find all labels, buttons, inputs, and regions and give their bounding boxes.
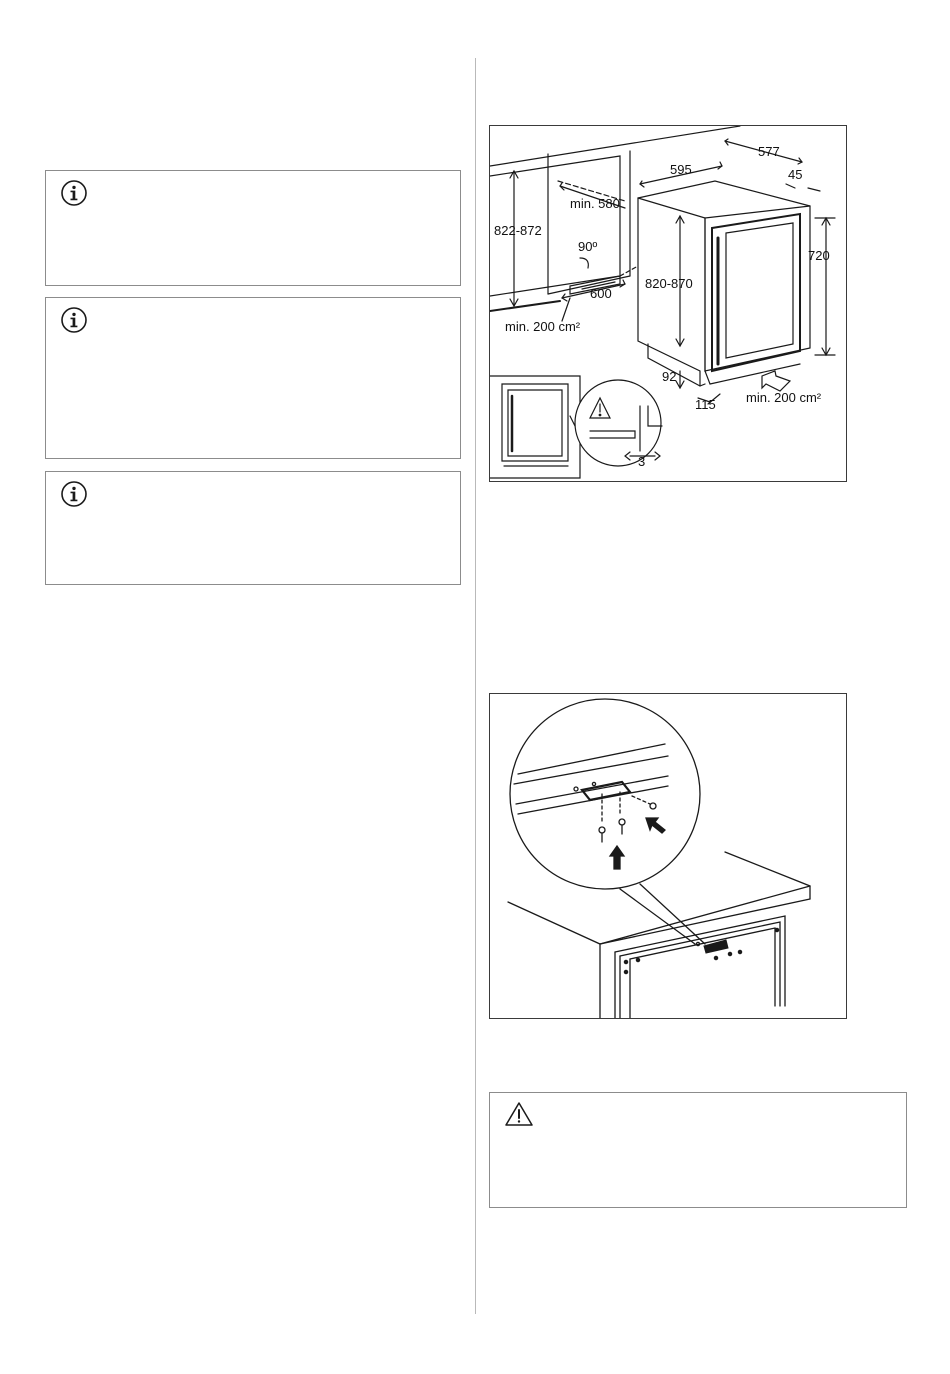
dim-label-595: 595 — [670, 162, 692, 177]
info-note-box — [45, 471, 461, 585]
dim-label-720: 720 — [808, 248, 830, 263]
dim-label-822-872: 822-872 — [494, 223, 542, 238]
dim-label-115: 115 — [695, 397, 716, 412]
warning-triangle-icon — [504, 1101, 534, 1127]
info-icon — [60, 179, 88, 207]
dim-label-45: 45 — [788, 167, 803, 182]
info-note-box — [45, 297, 461, 459]
warning-note-box — [489, 1092, 907, 1208]
installation-dimensions-figure — [489, 125, 847, 482]
dim-label-820-870: 820-870 — [645, 276, 693, 291]
dim-label-3: 3 — [638, 454, 646, 469]
dim-label-vent-left: min. 200 cm² — [505, 319, 581, 334]
info-note-box — [45, 170, 461, 286]
dim-label-vent-right: min. 200 cm² — [746, 390, 822, 405]
info-icon — [60, 480, 88, 508]
info-icon — [60, 306, 88, 334]
dim-label-min-580: min. 580 — [570, 196, 620, 211]
column-divider — [475, 58, 476, 1314]
dim-label-600: 600 — [590, 286, 612, 301]
dim-label-577: 577 — [758, 144, 780, 159]
bracket-mounting-figure — [489, 693, 847, 1019]
dim-label-90: 90º — [578, 239, 598, 254]
dim-label-92: 92 — [662, 369, 677, 384]
